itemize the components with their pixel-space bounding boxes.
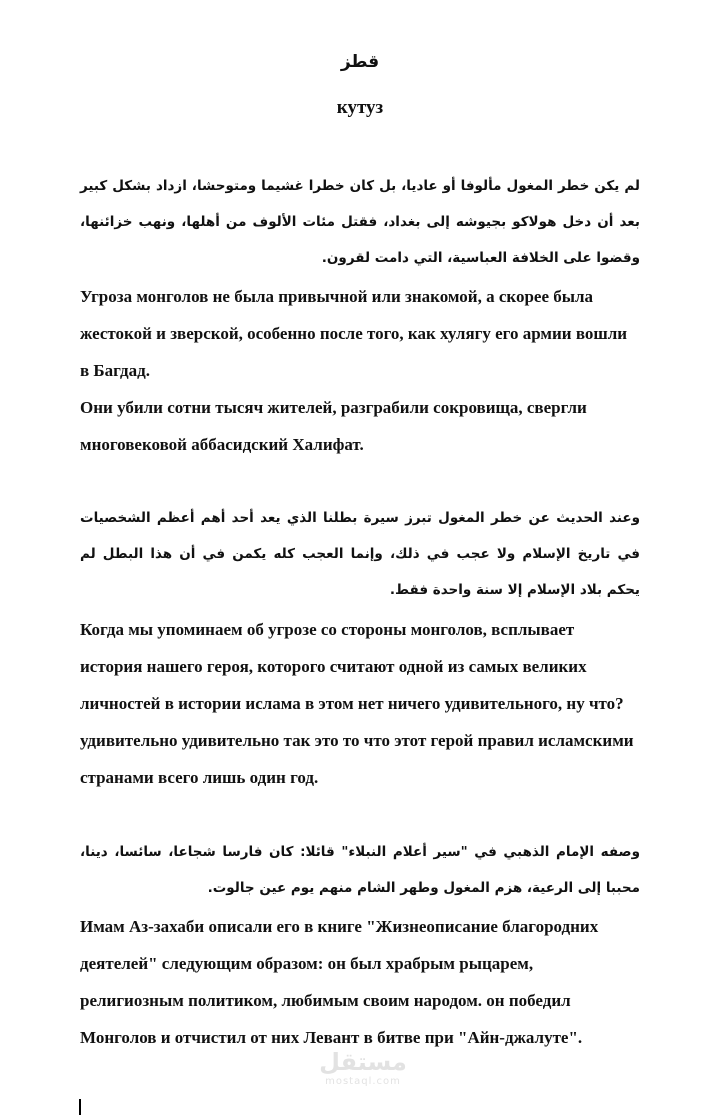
paragraph-russian-3: Когда мы упоминаем об угрозе со стороны монголов, всплывает история нашего героя, которого считают одной из самых великих личностей в истории ислама в этом нет ничего удивительного, ну что? удивительно удивительно так это то что этот герой правил исламскими странами всего лишь один год. <box>80 620 634 787</box>
paragraph-russian-2: Они убили сотни тысяч жителей, разграбили сокровища, свергли многовековой аббасидский Халифат. <box>80 398 587 454</box>
paragraph-arabic-3: وصفه الإمام الذهبي في "سير أعلام النبلاء" قائلا: كان فارسا شجاعا، سائسا، دينا، محببا إلى الرعية، هزم المغول وطهر الشام منهم يوم عين جالوت. <box>80 844 640 896</box>
paragraph-russian-1: Угроза монголов не была привычной или знакомой, а скорее была жестокой и зверской, особенно после того, как хулягу его армии вошли в Багдад. <box>80 287 628 380</box>
text-cursor <box>79 1099 81 1115</box>
watermark-logo <box>313 1048 413 1098</box>
paragraph-arabic-1: لم يكن خطر المغول مألوفا أو عاديا، بل كان خطرا غشيما ومتوحشا، ازداد بشكل كبير بعد أن دخل هولاكو بجيوشه إلى بغداد، فقتل مئات الألوف من أهلها، ونهب خزائنها، وقضوا على الخلافة العباسية، التي دامت لقرون. <box>80 178 640 266</box>
paragraph-russian-4: Имам Аз-захаби описали его в книге "Жизнеописание благородних деятелей" следующим образом: он был храбрым рыцарем, религиозным политиком, любимым своим народом. он победил Монголов и отчистил от них Левант в битве при "Айн-джалуте". <box>80 917 599 1047</box>
watermark-latin: mostaql.com <box>325 1076 401 1087</box>
paragraph-arabic-2: وعند الحديث عن خطر المغول تبرز سيرة بطلنا الذي يعد أحد أهم أعظم الشخصيات في تاريخ الإسلام ولا عجب في ذلك، وإنما العجب كله يكمن في أن هذا البطل لم يحكم بلاد الإسلام إلا سنة واحدة فقط. <box>80 510 640 598</box>
title-arabic: قطز <box>340 52 380 72</box>
watermark-arabic: مستقل <box>319 1048 407 1076</box>
title-russian: кутуз <box>336 97 384 118</box>
